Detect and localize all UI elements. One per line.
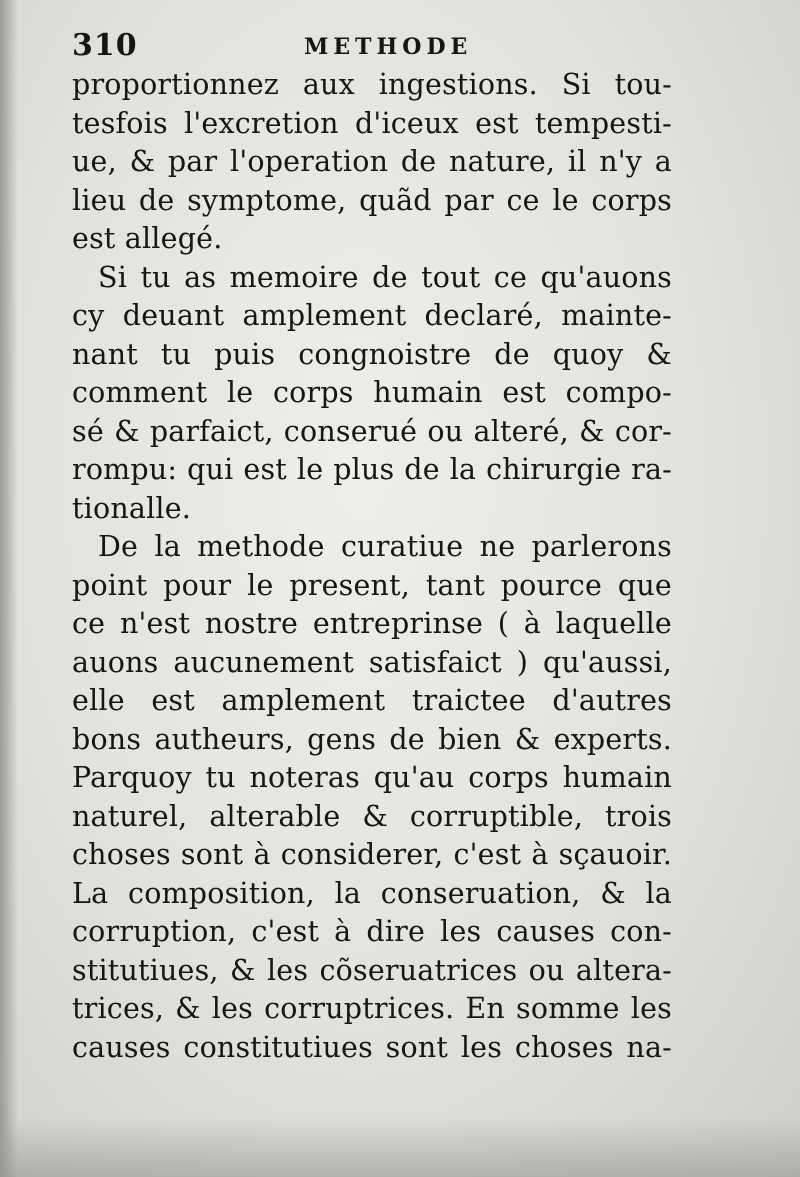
text-line: auons aucunement satisfaict ) qu'aussi, — [72, 645, 672, 679]
text-line: bons autheurs, gens de bien & experts. — [72, 722, 672, 756]
text-line: comment le corps humain est compo- — [72, 376, 672, 409]
bottom-shadow — [0, 1117, 800, 1177]
body-text — [72, 66, 672, 1067]
text-line: lieu de symptome, quãd par ce le corps — [72, 183, 672, 217]
text-line: cy deuant amplement declaré, mainte- — [72, 299, 672, 332]
text-line: stitutiues, & les cõseruatrices ou altera- — [72, 953, 672, 987]
text-line: sé & parfaict, conserué ou alteré, & cor- — [72, 414, 672, 448]
text-line: Si tu as memoire de tout ce qu'auons — [98, 260, 672, 294]
text-line: choses sont à considerer, c'est à sçauoir. — [72, 838, 672, 871]
text-line: point pour le present, tant pource que — [72, 568, 672, 602]
text-line: De la methode curatiue ne parlerons — [98, 530, 672, 563]
page-number: 310 — [72, 28, 138, 63]
text-line: ce n'est nostre entreprinse ( à laquelle — [72, 607, 672, 640]
text-line: proportionnez aux ingestions. Si tou- — [72, 68, 672, 101]
text-line: rompu: qui est le plus de la chirurgie ra- — [72, 453, 672, 486]
text-line: nant tu puis congnoistre de quoy & — [72, 337, 672, 371]
text-line: tesfois l'excretion d'iceux est tempesti- — [72, 106, 672, 140]
text-line: corruption, c'est à dire les causes con- — [72, 915, 672, 948]
text-line: Parquoy tu noteras qu'au corps humain — [72, 761, 672, 794]
text-line: naturel, alterable & corruptible, trois — [72, 799, 672, 833]
text-line: ue, & par l'operation de nature, il n'y a — [72, 145, 672, 178]
gutter-shadow — [0, 0, 18, 1177]
text-line: causes constitutiues sont les choses na- — [72, 1030, 672, 1064]
text-line: est allegé. — [72, 222, 223, 255]
text-line: tionalle. — [72, 491, 192, 525]
text-line: elle est amplement traictee d'autres — [72, 684, 672, 717]
running-head — [72, 28, 692, 68]
running-head-title: METHODE — [304, 34, 473, 60]
text-line: La composition, la conseruation, & la — [72, 876, 672, 910]
text-line: trices, & les corruptrices. En somme les — [72, 992, 672, 1025]
